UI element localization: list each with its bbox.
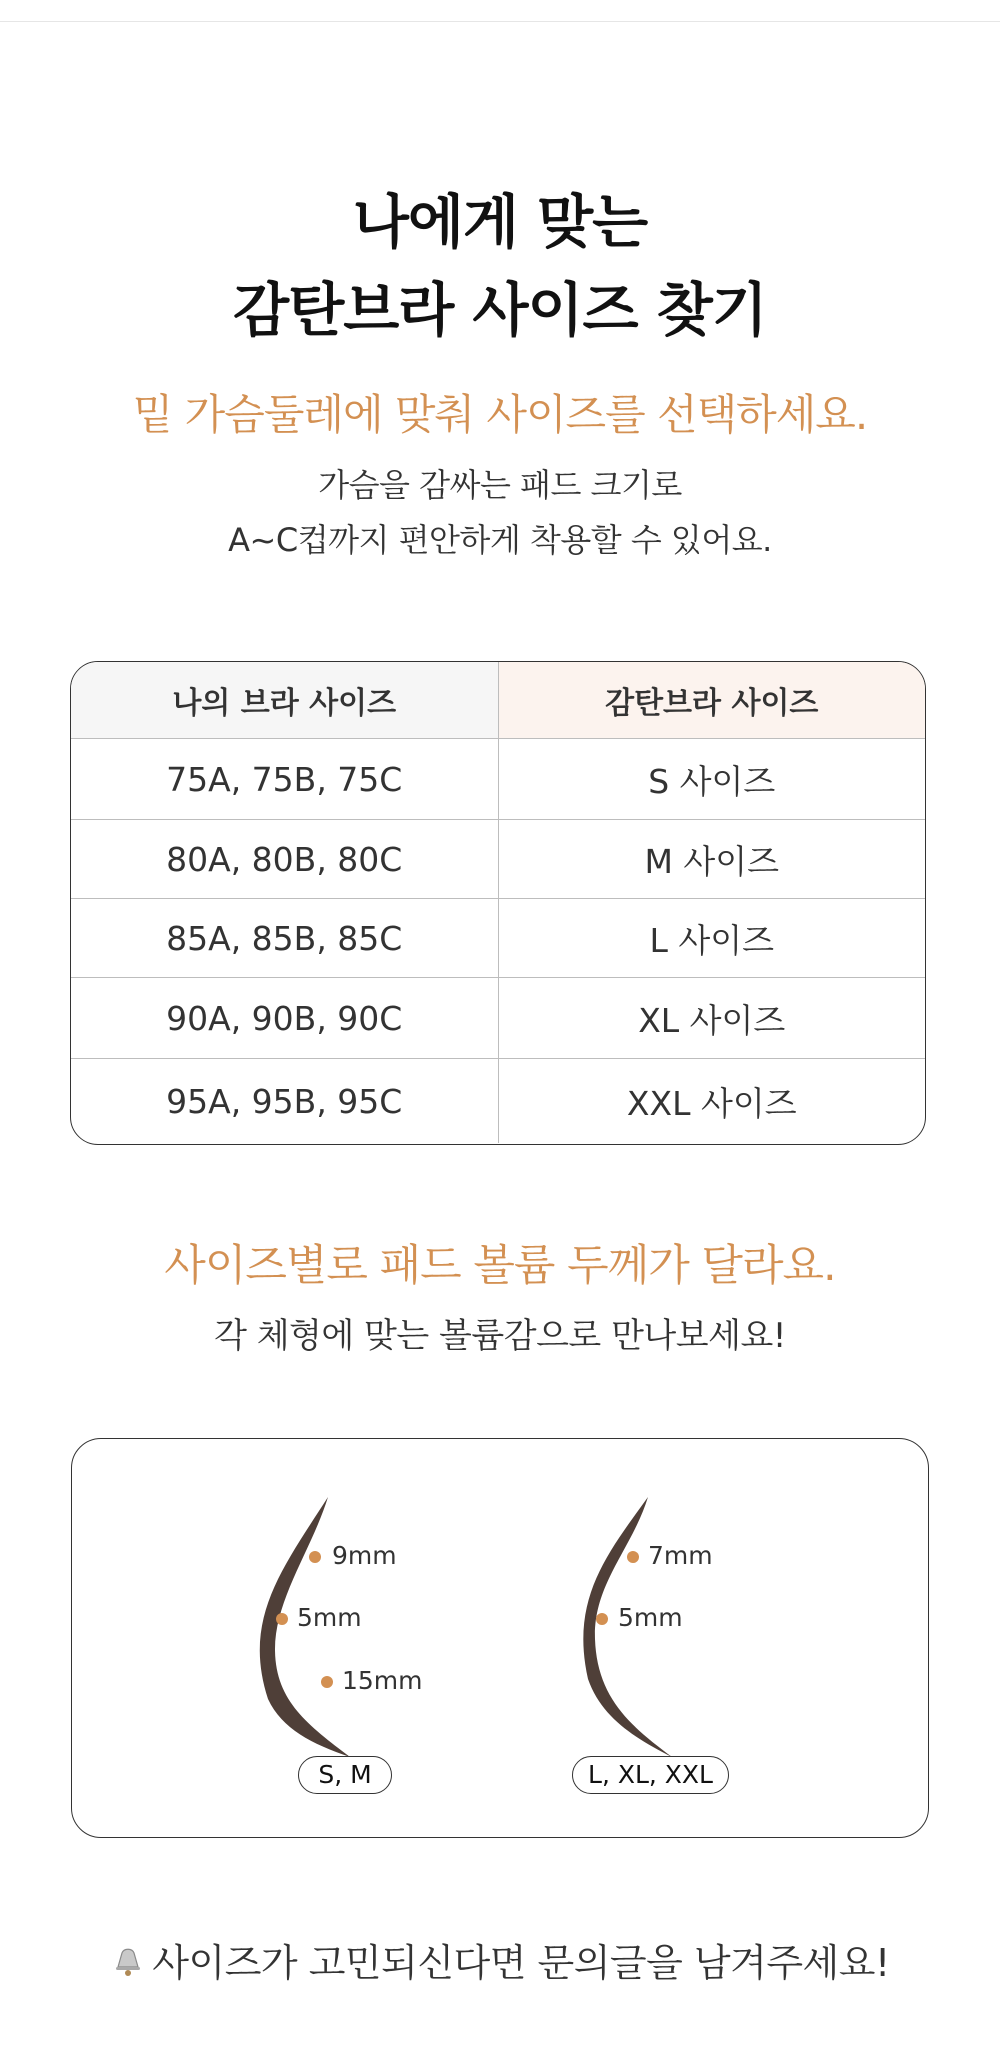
thickness-label: 5mm [297,1603,362,1632]
brand-size-cell: XXL 사이즈 [626,1083,797,1123]
title-line-1: 나에게 맞는 [352,188,648,256]
page-title [0,178,1000,354]
title-line-2: 감탄브라 사이즈 찾기 [233,276,767,344]
thickness-label: 15mm [342,1666,423,1695]
footer-text: 사이즈가 고민되신다면 문의글을 남겨주세요! [152,1941,890,1985]
thickness-label: 7mm [648,1541,713,1570]
size-chart-table [70,661,926,1145]
brand-size-cell: XL 사이즈 [638,1000,786,1040]
table-header-row [71,662,925,738]
intro-description [0,458,1000,568]
brand-size-cell: L 사이즈 [649,920,774,960]
column-header-my-size: 나의 브라 사이즈 [71,662,499,738]
size-group-pill: L, XL, XXL [572,1756,729,1794]
brand-size-cell: S 사이즈 [648,761,776,801]
table-row [71,898,925,977]
size-group-pill: S, M [298,1756,392,1794]
pad-section-title: 사이즈별로 패드 볼륨 두께가 달라요. [164,1241,836,1291]
intro-highlight: 밑 가슴둘레에 맞춰 사이즈를 선택하세요. [132,390,868,439]
my-size-cell: 90A, 90B, 90C [71,978,499,1058]
my-size-cell: 80A, 80B, 80C [71,820,499,898]
table-row [71,1058,925,1143]
thickness-point-dot [596,1613,608,1625]
table-row [71,738,925,819]
table-row [71,977,925,1058]
thickness-point-dot [321,1676,333,1688]
bell-icon [110,1943,146,1988]
intro-desc-line-1: 가슴을 감싸는 패드 크기로 [318,466,682,504]
my-size-cell: 85A, 85B, 85C [71,899,499,977]
my-size-cell: 75A, 75B, 75C [71,739,499,819]
my-size-cell: 95A, 95B, 95C [71,1059,499,1143]
thickness-point-dot [309,1551,321,1563]
thickness-point-dot [627,1551,639,1563]
intro-desc-line-2: A~C컵까지 편안하게 착용할 수 있어요. [228,521,772,559]
thickness-label: 9mm [332,1541,397,1570]
thickness-point-dot [276,1613,288,1625]
column-header-brand-size: 감탄브라 사이즈 [499,662,926,738]
pad-section-description: 각 체형에 맞는 볼륨감으로 만나보세요! [214,1316,786,1356]
brand-size-cell: M 사이즈 [644,841,780,881]
pad-illustration-svg [72,1439,930,1839]
footer-notice [0,1932,1000,1988]
thickness-label: 5mm [618,1603,683,1632]
pad-thickness-illustration [71,1438,929,1838]
table-row [71,819,925,898]
top-divider [0,21,1000,22]
